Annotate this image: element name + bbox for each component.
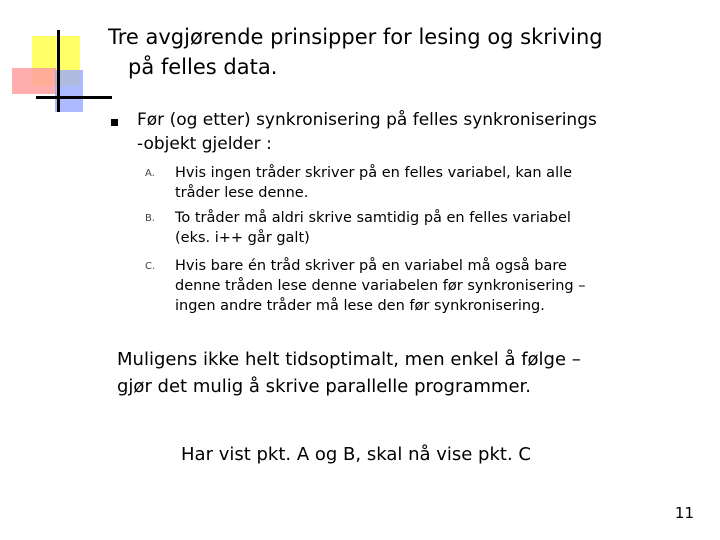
subitem-line: (eks. i++ går galt): [175, 230, 310, 246]
square-bullet-icon: [111, 119, 118, 126]
subitem-marker: B.: [145, 213, 156, 224]
summary-line2: gjør det mulig å skrive parallelle programmer.: [117, 376, 532, 397]
subitem-text: [175, 163, 645, 203]
slide-title-line2: på felles data.: [128, 55, 278, 79]
subitem-line: Hvis ingen tråder skriver på en felles variabel, kan alle: [175, 165, 573, 181]
subitem-line: denne tråden lese denne variabelen før synkronisering –: [175, 278, 586, 294]
subitem-line: Hvis bare én tråd skriver på en variabel må også bare: [175, 258, 567, 274]
subitem-marker: C.: [145, 261, 156, 272]
page-number: 11: [674, 504, 694, 522]
subitem-text: [175, 208, 645, 248]
decor-pink-square: [12, 68, 56, 94]
main-bullet: [137, 108, 657, 156]
slide-title-line1: Tre avgjørende prinsipper for lesing og skriving: [108, 25, 603, 49]
subitem-text: [175, 256, 645, 316]
summary-line1: Muligens ikke helt tidsoptimalt, men enkel å følge –: [117, 349, 581, 370]
subitem-line: ingen andre tråder må lese den før synkronisering.: [175, 298, 545, 314]
note-text: Har vist pkt. A og B, skal nå vise pkt. C: [181, 444, 531, 465]
subitem-line: tråder lese denne.: [175, 185, 309, 201]
main-bullet-line2: -objekt gjelder :: [137, 134, 272, 154]
subitem-marker: A.: [145, 168, 155, 179]
slide-title: [108, 22, 668, 82]
decor-horizontal-line: [36, 96, 112, 99]
summary-paragraph: [117, 346, 677, 400]
main-bullet-line1: Før (og etter) synkronisering på felles synkroniserings: [137, 110, 597, 130]
subitem-line: To tråder må aldri skrive samtidig på en felles variabel: [175, 210, 571, 226]
decor-vertical-line: [57, 30, 60, 112]
